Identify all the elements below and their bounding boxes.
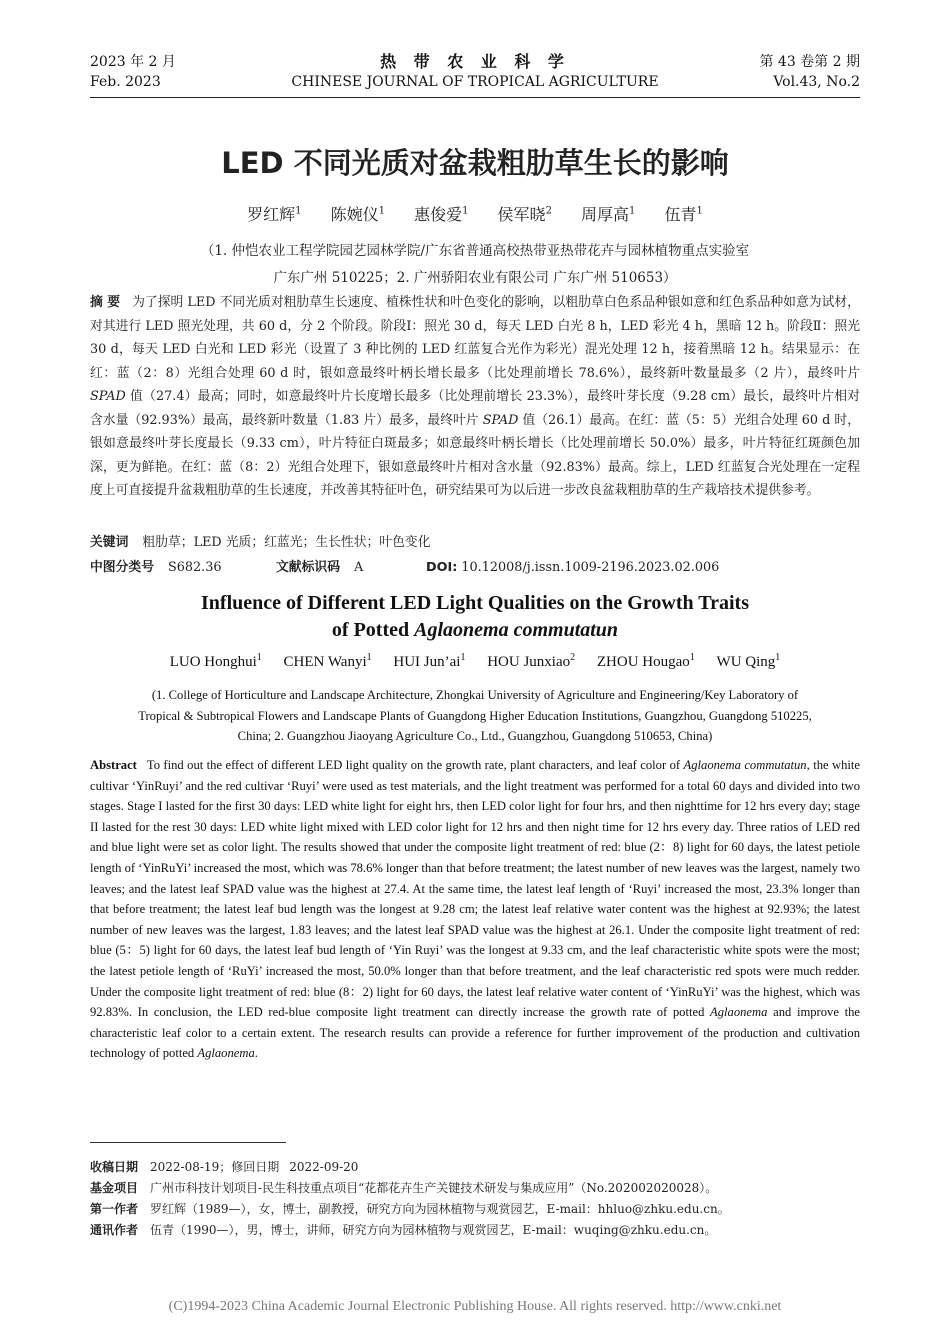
en-author: LUO Honghui$^1$ bbox=[169, 652, 262, 670]
class-value: S682.36 bbox=[167, 560, 222, 575]
cn-author: 伍青$^1$ bbox=[664, 205, 703, 224]
issue-date bbox=[90, 52, 176, 92]
footnote-first-author: 第一作者 罗红辉（1989—），女，博士，副教授，研究方向为园林植物与观赏园艺，E-mail：hhluo@zhku.edu.cn。 bbox=[90, 1202, 730, 1216]
header-divider bbox=[90, 97, 860, 98]
en-abstract: Abstract To find out the effect of different LED light quality on the growth rate, plant characters, and leaf color of Aglaonema commutatun, the white cultivar ‘YinRuyi’ and the red cultivar ‘Ruyi’ were used as test materials, and the light treatment was performed for a total 60 days and divided into two stages. Stage I lasted for the first 30 days: LED white light for eight hrs, then LED color light for four hrs, and then nighttime for 12 hrs every day; stage II lasted for the rest 30 days: LED white light mixed with LED color light for 12 hrs and then night time for 12 hrs every day. Three ratios of LED red and blue light were set as color light. The results showed that under the composite light treatment of red: blue (2：8) light for 60 days, the latest petiole length of ‘YinRuYi’ increased the most, which was 78.6% longer than that before treatment; the latest number of new leaves was the largest, namely two leaves; and the latest leaf SPAD value was the highest at 27.4. At the same time, the latest leaf length of ‘Ruyi’ increased the most, 23.3% longer than that before treatment; the latest leaf bud length was the longest at 9.28 cm; the latest leaf relative water content was the highest at 92.93%; the latest number of new leaves was the largest, 1.83 leaves; and the latest leaf SPAD value was the highest at 26.1. Under the composite light treatment of red: blue (5：5) light for 60 days, the latest leaf bud length of ‘Yin Ruyi’ was the longest at 9.33 cm, and the leaf characteristic white spots were the most; the latest petiole length of ‘RuYi’ increased the most, 50.0% longer than that before treatment, and the leaf characteristic red spots were much redder. Under the composite light treatment of red: blue (8：2) light for 60 days, the latest leaf relative water content of ‘YinRuYi’ was the highest, which was 92.83%. In conclusion, the LED red-blue composite light treatment can directly increase the growth rate of potted Aglaonema and improve the characteristic leaf color to a certain extent. The research results can provide a reference for further improvement of the production and cultivation technology of potted Aglaonema. bbox=[90, 758, 860, 1061]
footnote-fund: 基金项目 广州市科技计划项目-民生科技重点项目“花都花卉生产关键技术研发与集成应用”（No.202002020028）。 bbox=[90, 1181, 718, 1195]
en-author-list bbox=[90, 650, 860, 674]
en-author: HUI $Jun’ai^1$ bbox=[393, 652, 466, 670]
cn-abstract-label: 摘 要 bbox=[90, 295, 121, 310]
en-affiliation-line: Tropical & Subtropical Flowers and Landscape Plants of Guangdong Higher Education Institutions, Guangzhou, Guangdong 510225, bbox=[138, 708, 812, 723]
doccode-label: 文献标识码 bbox=[276, 560, 340, 575]
doi-label: DOI: bbox=[426, 560, 458, 575]
volume-cn: 第 43 卷第 2 期 bbox=[759, 54, 860, 70]
en-title bbox=[90, 590, 860, 644]
issue-date-en: Feb. 2023 bbox=[90, 74, 161, 90]
copyright-watermark: (C)1994-2023 China Academic Journal Electronic Publishing House. All rights reserved. http://www.cnki.net bbox=[168, 1299, 782, 1314]
en-title-line: Influence of Different LED Light Qualities on the Growth Traits bbox=[201, 592, 749, 614]
cn-keywords-label: 关键词 bbox=[90, 535, 129, 550]
cn-affiliations bbox=[90, 238, 860, 292]
en-affiliation-line: China; 2. Guangzhou Jiaoyang Agriculture Co., Ltd., Guangzhou, Guangdong 510653, China) bbox=[237, 729, 713, 743]
en-author: WU Qing$^1$ bbox=[716, 652, 781, 670]
cn-author: 罗红辉$^1$ bbox=[247, 205, 302, 224]
en-title-line: of Potted Aglaonema commutatun bbox=[331, 619, 619, 641]
doccode-value: A bbox=[353, 560, 364, 575]
running-header bbox=[90, 52, 860, 96]
cn-author-list bbox=[90, 203, 860, 227]
journal-name-cn: 热 带 农 业 科 学 bbox=[380, 52, 570, 71]
journal-name bbox=[90, 52, 860, 92]
cn-keywords bbox=[90, 531, 860, 554]
cn-author: 周厚高$^1$ bbox=[581, 205, 636, 224]
en-affiliations bbox=[90, 685, 860, 747]
cn-affiliation-line: 广东广州 510225；2. 广州骄阳农业有限公司 广东广州 510653） bbox=[273, 270, 677, 286]
en-author: ZHOU Hougao$^1$ bbox=[596, 652, 695, 670]
cn-author: 陈婉仪$^1$ bbox=[330, 205, 385, 224]
class-label: 中图分类号 bbox=[90, 560, 154, 575]
journal-name-en: CHINESE JOURNAL OF TROPICAL AGRICULTURE bbox=[291, 74, 659, 90]
en-author: CHEN Wanyi$^1$ bbox=[283, 652, 372, 670]
footnote-divider bbox=[90, 1142, 286, 1143]
cn-author: 惠俊爱$^1$ bbox=[414, 205, 469, 224]
footnote-corresponding-author: 通讯作者 伍青（1990—），男，博士，讲师，研究方向为园林植物与观赏园艺，E-mail：wuqing@zhku.edu.cn。 bbox=[90, 1223, 717, 1237]
issue-date-cn: 2023 年 2 月 bbox=[90, 54, 176, 70]
en-affiliation-line: (1. College of Horticulture and Landscape Architecture, Zhongkai University of Agriculture and Engineering/Key Laboratory of bbox=[151, 688, 799, 702]
footnote-received: 收稿日期 2022-08-19；修回日期 2022-09-20 bbox=[90, 1160, 359, 1174]
en-author: HOU Junxiao$^2$ bbox=[487, 652, 576, 670]
cn-keywords-value: 粗肋草；LED 光质；红蓝光；生长性状；叶色变化 bbox=[142, 535, 431, 550]
en-abstract-label: Abstract bbox=[90, 758, 137, 772]
volume-info bbox=[759, 52, 860, 92]
cn-classification bbox=[90, 556, 860, 579]
cn-author: 侯军晓$^2$ bbox=[497, 205, 552, 224]
cn-abstract: 摘 要 为了探明 LED 不同光质对粗肋草生长速度、植株性状和叶色变化的影响，以粗肋草白色系品种银如意和红色系品种如意为试材，对其进行 LED 照光处理，共 60 d，分 2 个阶段。阶段Ⅰ：照光 30 d，每天 LED 白光 8 h，LED 彩光 4 h，黑暗 12 h。阶段Ⅱ：照光 30 d，每天 LED 白光和 LED 彩光（设置了 3 种比例的 LED 红蓝复合光作为彩光）混光处理 12 h，接着黑暗 12 h。结果显示：在红：蓝（2：8）光组合处理 60 d 时，银如意最终叶柄长增长最多（比处理前增长 78.6%），最终新叶数量最多（2 片），最终叶片 SPAD 值（27.4）最高；同时，如意最终叶片长度增长最多（比处理前增长 23.3%），最终叶芽长度（9.28 cm）最长，最终叶片相对含水量（92.93%）最高，最终新叶数量（1.83 片）最多，最终叶片 SPAD 值（26.1）最高。在红：蓝（5：5）光组合处理 60 d 时，银如意最终叶芽长度最长（9.33 cm），叶片特征白斑最多；如意最终叶柄长增长（比处理前增长 50.0%）最多，叶片特征红斑颜色加深，更为鲜艳。在红：蓝（8：2）光组合处理下，银如意最终叶片相对含水量（92.83%）最高。综上，LED 红蓝复合光处理在一定程度上可直接提升盆栽粗肋草的生长速度，并改善其特征叶色，研究结果可为以后进一步改良盆栽粗肋草的生产栽培技术提供参考。 bbox=[90, 295, 860, 498]
cn-affiliation-line: （1. 仲恺农业工程学院园艺园林学院/广东省普通高校热带亚热带花卉与园林植物重点实验室 bbox=[200, 243, 750, 259]
doi-link[interactable]: 10.12008/j.issn.1009-2196.2023.02.006 bbox=[461, 560, 720, 575]
cn-title: LED 不同光质对盆栽粗肋草生长的影响 bbox=[221, 146, 729, 180]
volume-en: Vol.43, No.2 bbox=[773, 74, 860, 90]
